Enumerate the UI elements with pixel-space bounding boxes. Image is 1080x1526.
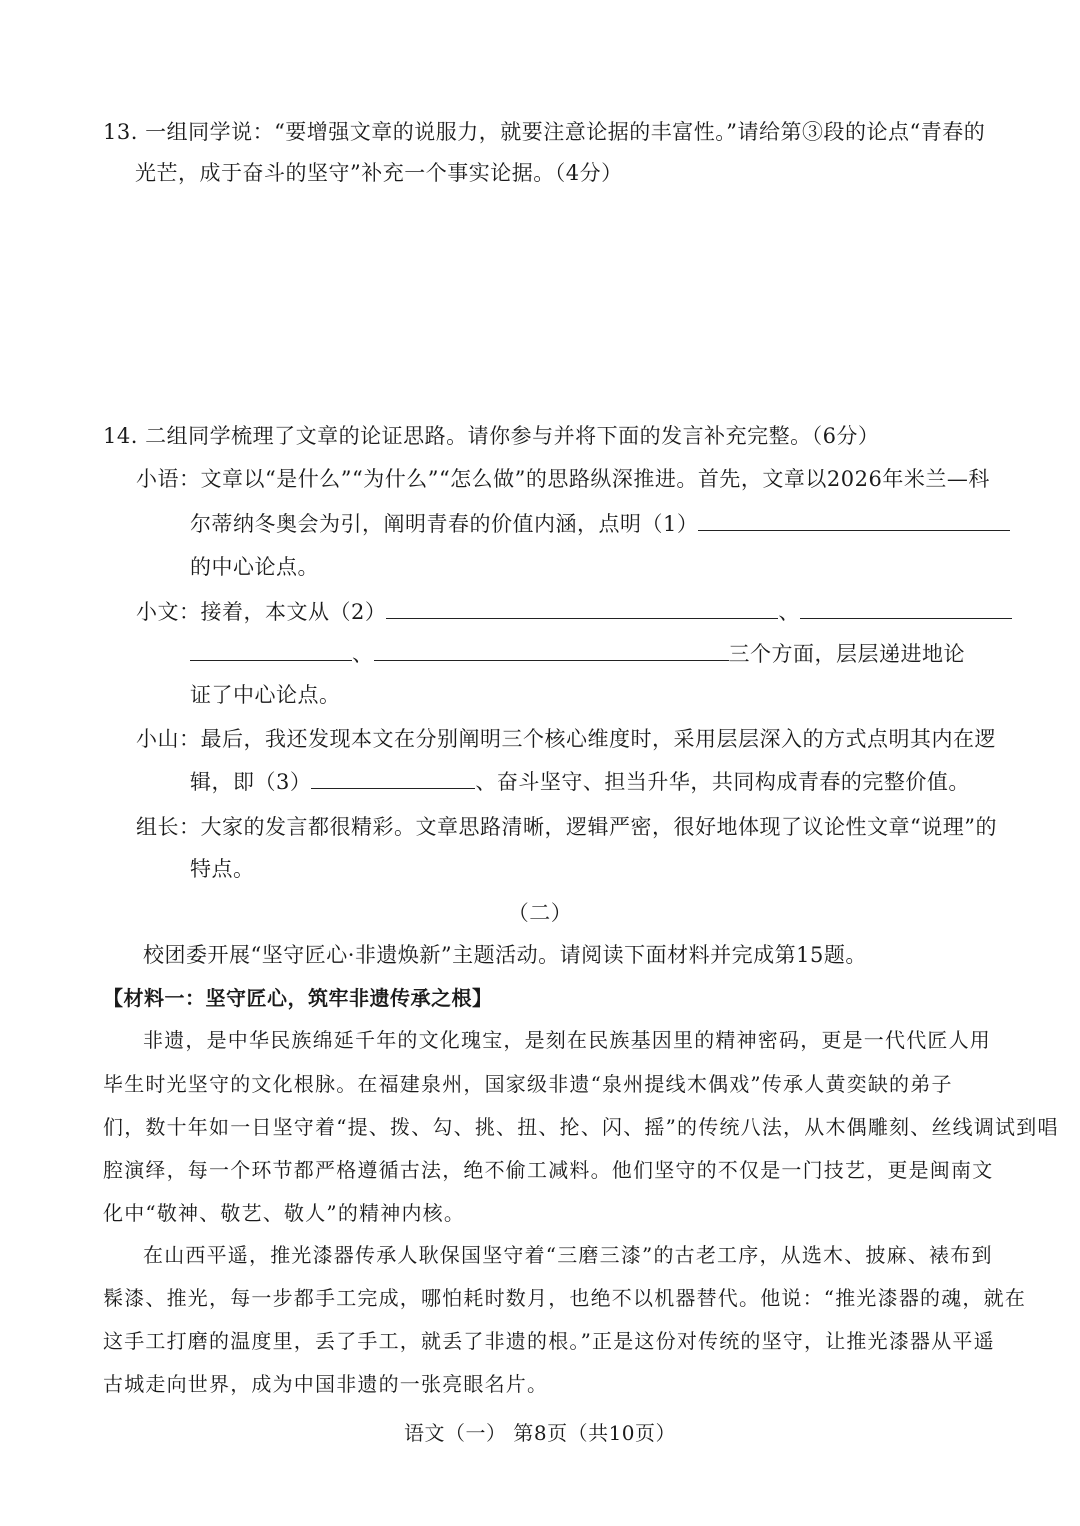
answer-blank-2a[interactable] — [386, 596, 778, 619]
q13-line-2: 光芒，成于奋斗的坚守”补充一个事实论据。（4分） — [135, 161, 623, 185]
xiaoyu-line-3: 的中心论点。 — [190, 555, 319, 579]
xiaowen-line-2 — [190, 638, 965, 669]
xiaoshan-line-2a: 辑，即（3） — [190, 770, 312, 794]
q13-line-1: 13. 一组同学说：“要增强文章的说服力，就要注意论据的丰富性。”请给第③段的论点“青春的 — [103, 120, 986, 144]
xiaowen-line-1-text: 小文：接着，本文从（2） — [136, 600, 387, 624]
separator-comma: 、 — [352, 642, 374, 666]
xiaowen-line-1 — [136, 596, 1012, 627]
material-line: 古城走向世界，成为中国非遗的一张亮眼名片。 — [103, 1372, 549, 1396]
answer-blank-1[interactable] — [698, 508, 1010, 531]
answer-blank-2b[interactable] — [800, 596, 1012, 619]
material-line: 腔演绎，每一个环节都严格遵循古法，绝不偷工减料。他们坚守的不仅是一门技艺，更是闽南文 — [103, 1158, 994, 1182]
xiaoshan-line-2b: 、奋斗坚守、担当升华，共同构成青春的完整价值。 — [475, 770, 970, 794]
material-line: 在山西平遥，推光漆器传承人耿保国坚守着“三磨三漆”的古老工序，从选木、披麻、裱布到 — [143, 1243, 993, 1267]
answer-blank-2d[interactable] — [374, 638, 729, 661]
zuzhang-line-2: 特点。 — [190, 857, 255, 881]
page-footer: 语文（一） 第8页（共10页） — [403, 1421, 677, 1445]
zuzhang-line-1: 组长：大家的发言都很精彩。文章思路清晰，逻辑严密，很好地体现了议论性文章“说理”的 — [136, 815, 997, 839]
section-intro: 校团委开展“坚守匠心·非遗焕新”主题活动。请阅读下面材料并完成第15题。 — [143, 943, 867, 967]
separator-comma: 、 — [778, 600, 800, 624]
material-line: 这手工打磨的温度里，丢了手工，就丢了非遗的根。”正是这份对传统的坚守，让推光漆器从平遥 — [103, 1329, 995, 1353]
xiaoshan-line-2 — [190, 766, 970, 797]
section-heading: （二） — [507, 901, 573, 925]
xiaoyu-line-2-text: 尔蒂纳冬奥会为引，阐明青春的价值内涵，点明（1） — [190, 512, 699, 536]
material-line: 髹漆、推光，每一步都手工完成，哪怕耗时数月，也绝不以机器替代。他说：“推光漆器的魂，就在 — [103, 1286, 1027, 1310]
answer-blank-2c[interactable] — [190, 638, 352, 661]
xiaoyu-line-2 — [190, 508, 1010, 539]
answer-blank-3[interactable] — [311, 766, 475, 789]
material-line: 化中“敬神、敬艺、敬人”的精神内核。 — [103, 1201, 466, 1225]
material1-title: 【材料一：坚守匠心，筑牢非遗传承之根】 — [103, 986, 493, 1010]
q14-title: 14. 二组同学梳理了文章的论证思路。请你参与并将下面的发言补充完整。（6分） — [103, 424, 880, 448]
material-line: 非遗，是中华民族绵延千年的文化瑰宝，是刻在民族基因里的精神密码，更是一代代匠人用 — [143, 1028, 991, 1052]
xiaoshan-line-1: 小山：最后，我还发现本文在分别阐明三个核心维度时，采用层层深入的方式点明其内在逻 — [136, 727, 996, 751]
xiaowen-line-3: 证了中心论点。 — [190, 683, 341, 707]
material-line: 毕生时光坚守的文化根脉。在福建泉州，国家级非遗“泉州提线木偶戏”传承人黄奕缺的弟子 — [103, 1072, 953, 1096]
material-line: 们，数十年如一日坚守着“提、拨、勾、挑、扭、抡、闪、摇”的传统八法，从木偶雕刻、丝线调试到唱 — [103, 1115, 1059, 1139]
xiaoyu-line-1: 小语：文章以“是什么”“为什么”“怎么做”的思路纵深推进。首先，文章以2026年米兰—科 — [136, 467, 990, 491]
xiaowen-line-2-text: 三个方面，层层递进地论 — [728, 642, 965, 666]
